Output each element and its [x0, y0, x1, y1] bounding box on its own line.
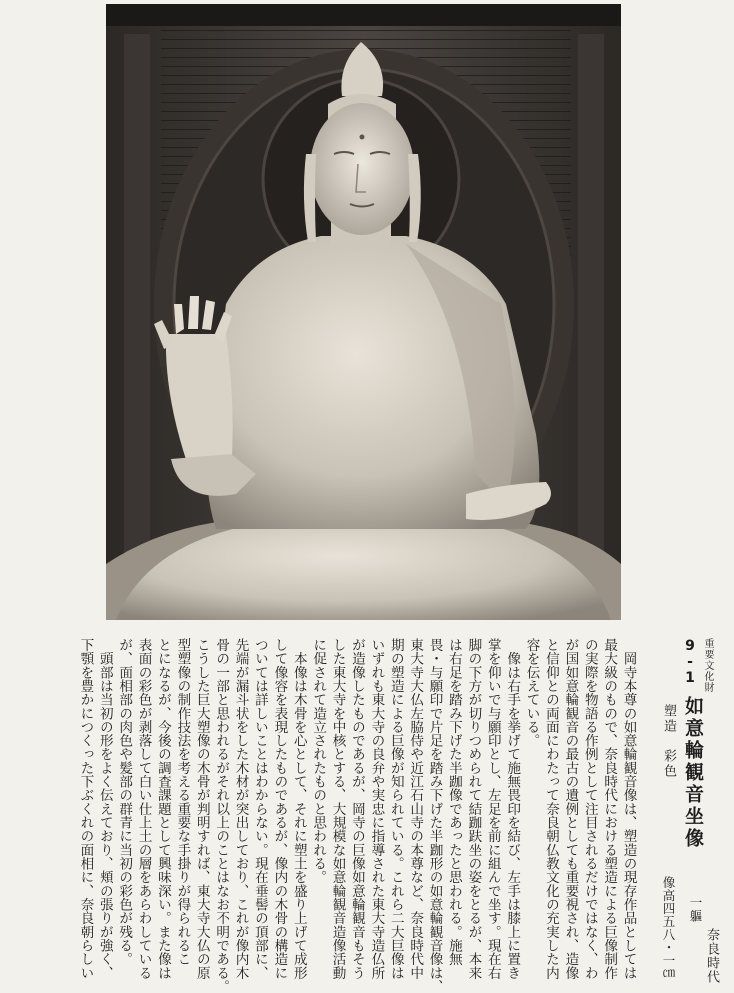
text-column: は右足を踏み下げた半跏像であったと思われる。施無	[445, 638, 462, 966]
text-column: が、面相部の肉色や髪部の群青に当初の彩色が残る。	[116, 638, 133, 966]
text-column: 東大寺大仏左脇侍や近江石山寺の本尊など、奈良時代中	[407, 638, 424, 980]
entry-title: 如意輪観音坐像	[682, 696, 704, 850]
text-column: 最大級のもので、奈良時代における塑造による巨像制作	[601, 638, 618, 980]
text-column: こうした巨大塑像の木骨が判明すれば、東大寺大仏の原	[193, 638, 210, 980]
text-column: 下顎を豊かにつくった下ぶくれの面相に、奈良朝らしい	[77, 638, 94, 980]
statue-illustration	[106, 4, 621, 620]
description-text-block	[77, 638, 726, 993]
entry-material: 塑造 彩色	[661, 704, 676, 779]
text-column: ついては詳しいことはわからない。現在垂髻の頂部に、	[251, 638, 268, 980]
text-column: いずれも東大寺の良弁や実忠に指導された東大寺造仏所	[368, 638, 385, 980]
entry-height: 像高四五八・一㎝	[661, 876, 676, 980]
text-column: 型塑像の制作技法を考える重要な手掛りが得られるこ	[174, 638, 191, 966]
text-column: 像は右手を挙げて施無畏印を結び、左手は膝上に置き	[504, 638, 521, 980]
text-column: の実際を物語る作例として注目されるだけではなく、わ	[581, 638, 598, 980]
text-column: と信仰との両面にわたって奈良朝仏教文化の充実した内	[542, 638, 559, 980]
designation-label: 重要文化財	[702, 638, 713, 693]
buddha-statue-photo	[106, 4, 621, 620]
text-column: 期の塑造による巨像が知られている。これら二大巨像は	[387, 638, 404, 980]
entry-period: 奈良時代	[704, 928, 719, 984]
text-column: 骨の一部と思われるがそれ以上のことはなお不明である。	[213, 638, 230, 993]
text-column: とになるが、今後の調査課題として興味深い。また像は	[154, 638, 171, 980]
entry-count: 一軀	[688, 896, 703, 923]
text-column: 掌を仰いで与願印とし、左足を前に組んで坐す。現在右	[484, 638, 501, 980]
text-column: 畏・与願印で片足を踏み下げた半跏形の如意輪観音像は、	[426, 638, 443, 993]
text-column: 頭部は当初の形をよく伝えており、頬の張りが強く、	[96, 638, 113, 980]
text-column: 表面の彩色が剥落して白い仕上土の層をあらわしている	[135, 638, 152, 980]
text-column: した東大寺を中核とする、大規模な如意輪観音造像活動	[329, 638, 346, 980]
text-column: に促されて造立されたものと思われる。	[310, 638, 327, 884]
text-column: 本像は木骨を心として、それに塑土を盛り上げて成形	[290, 638, 307, 980]
text-column: して像容を表現したものであるが、像内の木骨の構造に	[271, 638, 288, 980]
text-column: 脚の下方が切りつめられて結跏趺坐の姿をとるが、本来	[465, 638, 482, 980]
text-column: が国如意輪観音の最古の遺例としても重要視され、造像	[562, 638, 579, 980]
entry-number: 9-1	[682, 638, 698, 686]
text-column: 岡寺本尊の如意輪観音像は、塑造の現存作品としては	[620, 638, 637, 980]
text-column: 容を伝えている。	[523, 638, 540, 748]
text-column: 先端が漏斗状をした木材が突出しており、これが像内木	[232, 638, 249, 980]
text-column: が造像したものであるが、岡寺の巨像如意輪観音もそう	[348, 638, 365, 980]
